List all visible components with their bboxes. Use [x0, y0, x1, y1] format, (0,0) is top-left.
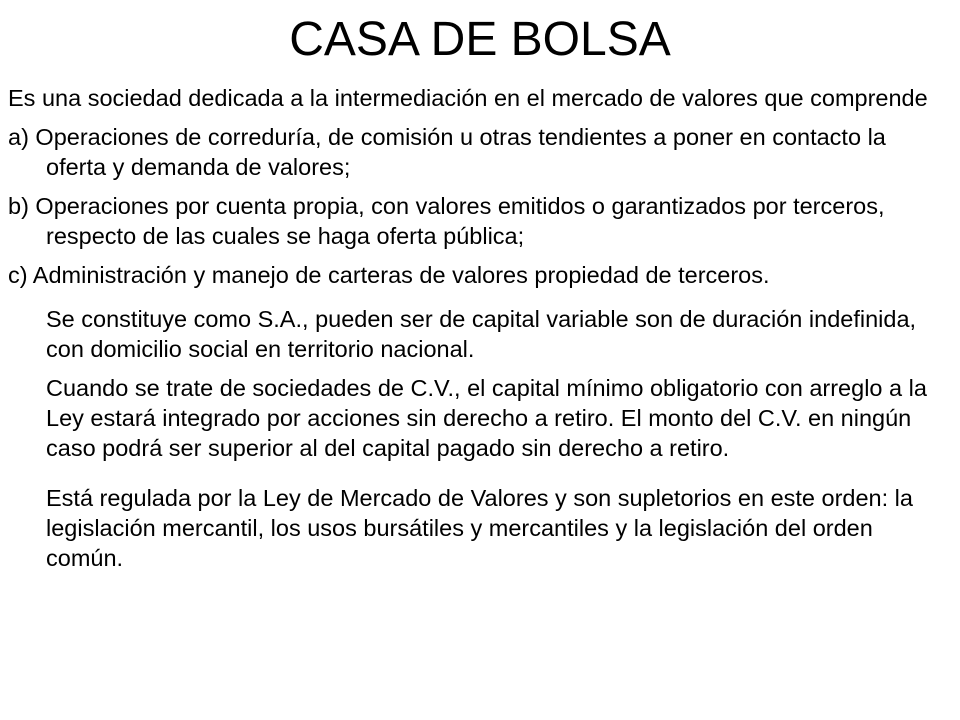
slide-title: CASA DE BOLSA [289, 13, 671, 66]
paragraph-regulation: Está regulada por la Ley de Mercado de Valores y son supletorios en este orden: la legislación mercantil, los usos bursátiles y mercantiles y la legislación del orden común. [46, 485, 913, 571]
paragraph-item-b: b) Operaciones por cuenta propia, con valores emitidos o garantizados por terceros, respecto de las cuales se haga oferta pública; [8, 193, 885, 249]
paragraph-constitution: Se constituye como S.A., pueden ser de capital variable son de duración indefinida, con domicilio social en territorio nacional. [46, 306, 917, 362]
paragraph-item-c: c) Administración y manejo de carteras de valores propiedad de terceros. [8, 262, 770, 288]
slide-body [8, 83, 948, 582]
paragraph-variable-capital: Cuando se trate de sociedades de C.V., el capital mínimo obligatorio con arreglo a la Ley estará integrado por acciones sin derecho a retiro. El monto del C.V. en ningún caso podrá ser superior al del capital pagado sin derecho a retiro. [46, 375, 927, 461]
paragraph-item-a: a) Operaciones de correduría, de comisión u otras tendientes a poner en contacto la oferta y demanda de valores; [8, 124, 886, 180]
paragraph-definition: Es una sociedad dedicada a la intermediación en el mercado de valores que comprende [8, 85, 928, 111]
